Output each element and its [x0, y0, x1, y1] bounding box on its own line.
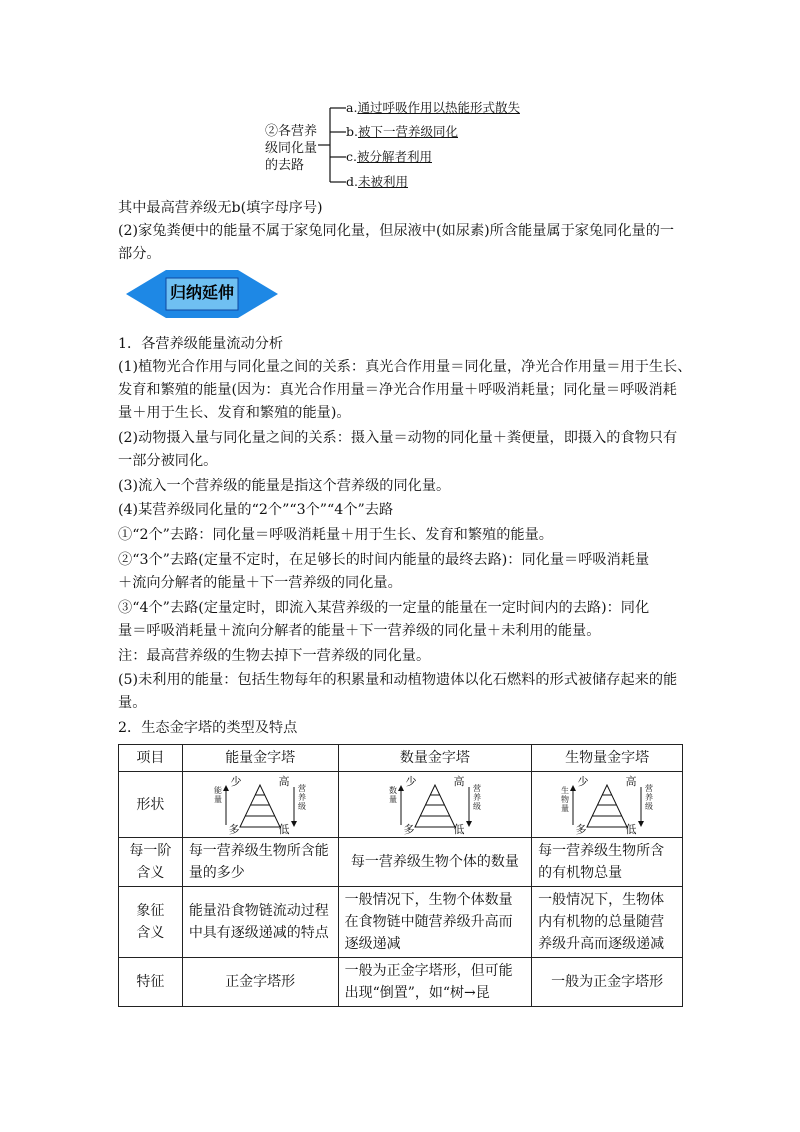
section1-line: ①“2个”去路：同化量＝呼吸消耗量＋用于生长、发育和繁殖的能量。	[118, 527, 553, 543]
pyramid-table	[118, 744, 683, 1007]
axis-label-left: 能量	[214, 785, 223, 804]
label-high: 高	[278, 774, 290, 788]
table-row	[119, 958, 683, 1007]
table-cell: 每一营养级生物所含能量的多少	[182, 838, 338, 887]
table-row	[119, 887, 683, 958]
section1-line: 量＋用于生长、发育和繁殖的能量)。	[118, 405, 351, 421]
section1-line: 量＝呼吸消耗量＋流向分解者的能量＋下一营养级的同化量＋未利用的能量。	[118, 623, 601, 639]
energy-pyramid-figure	[189, 775, 332, 835]
section1-line: 一部分被同化。	[118, 453, 218, 469]
table-header-cell: 数量金字塔	[338, 745, 532, 772]
number-pyramid-cell	[338, 772, 532, 838]
label-many: 多	[403, 822, 415, 835]
axis-label-left: 数量	[388, 785, 397, 804]
pyramid-shape	[587, 785, 627, 827]
label-few: 少	[230, 774, 242, 788]
table-header-cell: 能量金字塔	[182, 745, 338, 772]
section-banner	[122, 268, 282, 320]
label-few: 少	[405, 774, 417, 788]
section1-line: (5)未利用的能量：包括生物每年的积累量和动植物遗体以化石燃料的形式被储存起来的能	[118, 672, 678, 688]
flow-option-c: c.被分解者利用	[346, 149, 432, 164]
table-cell: 一般情况下，生物个体数量在食物链中随营养级升高而逐级递减	[338, 887, 532, 958]
row-label: 形状	[119, 772, 183, 838]
section2-heading: 2．生态金字塔的类型及特点	[118, 720, 298, 736]
table-row	[119, 772, 683, 838]
table-header-cell: 项目	[119, 745, 183, 772]
flow-label-line: 级同化量	[265, 141, 318, 156]
table-cell: 一般为正金字塔形，但可能出现“倒置”，如“树→昆	[338, 958, 532, 1007]
section1-line: (2)动物摄入量与同化量之间的关系：摄入量＝动物的同化量＋粪便量，即摄入的食物只有	[118, 430, 678, 446]
energy-pyramid-cell	[182, 772, 338, 838]
note-line: (2)家兔粪便中的能量不属于家兔同化量，但尿液中(如尿素)所含能量属于家兔同化量的一	[118, 223, 675, 239]
section1-line: 发育和繁殖的能量(因为：真光合作用量＝净光合作用量＋呼吸消耗量；同化量＝呼吸消耗	[118, 382, 677, 398]
pyramid-shape	[240, 785, 280, 827]
section1-line: (1)植物光合作用与同化量之间的关系：真光合作用量＝同化量，净光合作用量＝用于生长、	[118, 359, 692, 375]
axis-label-trophic: 营养级	[472, 783, 481, 811]
label-low: 低	[625, 822, 637, 835]
table-cell: 一般情况下，生物体内有机物的总量随营养级升高而逐级递减	[532, 887, 683, 958]
row-label: 每一阶 含义	[119, 838, 183, 887]
pyramid-svg	[387, 775, 483, 835]
flow-option-b: b.被下一营养级同化	[346, 124, 458, 139]
table-cell: 每一营养级生物个体的数量	[338, 838, 532, 887]
pyramid-svg	[212, 775, 308, 835]
table-header-cell: 生物量金字塔	[532, 745, 683, 772]
number-pyramid-figure	[345, 775, 526, 835]
note-line: 部分。	[118, 246, 161, 262]
table-cell: 正金字塔形	[182, 958, 338, 1007]
label-many: 多	[228, 822, 240, 835]
label-few: 少	[577, 774, 589, 788]
table-row	[119, 838, 683, 887]
note-line: 其中最高营养级无b(填字母序号)	[118, 200, 323, 216]
section1-line: (4)某营养级同化量的“2个”“3个”“4个”去路	[118, 502, 394, 518]
pyramid-shape	[415, 785, 455, 827]
axis-label-trophic: 营养级	[298, 783, 307, 811]
flow-label-line: ②各营养	[265, 124, 318, 139]
row-label: 特征	[119, 958, 183, 1007]
table-header-row	[119, 745, 683, 772]
section1-line: ＋流向分解者的能量＋下一营养级的同化量。	[118, 575, 402, 591]
flow-bracket	[318, 100, 348, 190]
section1-line: (3)流入一个营养级的能量是指这个营养级的同化量。	[118, 478, 451, 494]
pyramid-svg	[559, 775, 655, 835]
table-cell: 每一营养级生物所含的有机物总量	[532, 838, 683, 887]
label-many: 多	[575, 822, 587, 835]
row-label: 象征 含义	[119, 887, 183, 958]
label-high: 高	[453, 774, 465, 788]
section1-line: 量。	[118, 695, 147, 711]
label-low: 低	[278, 822, 290, 835]
biomass-pyramid-cell	[532, 772, 683, 838]
flow-label-line: 的去路	[265, 158, 305, 173]
axis-label-trophic: 营养级	[645, 783, 654, 811]
label-high: 高	[625, 774, 637, 788]
flow-option-d: d.未被利用	[346, 174, 408, 189]
section1-line: 注：最高营养级的生物去掉下一营养级的同化量。	[118, 648, 431, 664]
table-cell: 一般为正金字塔形	[532, 958, 683, 1007]
section1-heading: 1．各营养级能量流动分析	[118, 336, 284, 352]
label-low: 低	[453, 822, 465, 835]
axis-label-left: 生物量	[561, 785, 570, 813]
banner-title: 归纳延伸	[169, 283, 234, 302]
flow-label	[265, 123, 325, 174]
table-cell: 能量沿食物链流动过程中具有逐级递减的特点	[182, 887, 338, 958]
section1-line: ②“3个”去路(定量不定时，在足够长的时间内能量的最终去路)：同化量＝呼吸消耗量	[118, 552, 650, 568]
biomass-pyramid-figure	[538, 775, 676, 835]
flow-option-a: a.通过呼吸作用以热能形式散失	[346, 100, 520, 115]
section1-line: ③“4个”去路(定量定时，即流入某营养级的一定量的能量在一定时间内的去路)：同化	[118, 600, 650, 616]
